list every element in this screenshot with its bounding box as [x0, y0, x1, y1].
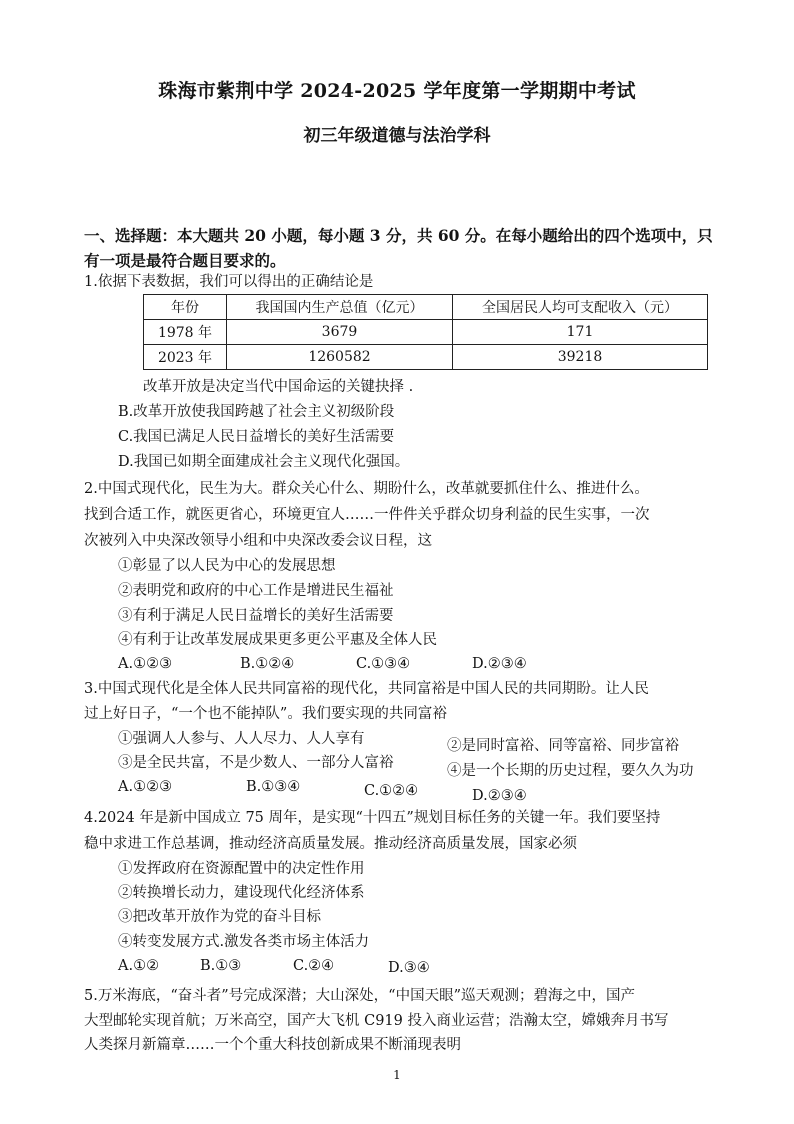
- exam-subtitle: 初三年级道德与法治学科: [303, 126, 491, 146]
- q3-item-4: ④是一个长期的历史过程，要久久为功: [447, 763, 694, 779]
- q3-item-1: ①强调人人参与、人人尽力、人人享有: [118, 731, 365, 747]
- q2-item-1: ①彰显了以人民为中心的发展思想: [118, 558, 336, 574]
- q4-stem-line1: 4.2024 年是新中国成立 75 周年，是实现“十四五”规划目标任务的关键一年。我们要坚持: [84, 810, 661, 826]
- q1-option-b: B.改革开放使我国跨越了社会主义初级阶段: [118, 404, 395, 420]
- q1-option-d: D.我国已如期全面建成社会主义现代化强国。: [118, 454, 410, 470]
- q2-item-2: ②表明党和政府的中心工作是增进民生福祉: [118, 583, 394, 599]
- q4-choice-b: B.①③: [200, 958, 242, 974]
- q3-choice-d: D.②③④: [472, 788, 527, 804]
- q4-item-3: ③把改革开放作为党的奋斗目标: [118, 909, 321, 925]
- q3-item-2: ②是同时富裕、同等富裕、同步富裕: [447, 738, 679, 754]
- table-header-row: [144, 295, 708, 320]
- q3-choice-a: A.①②③: [118, 779, 173, 795]
- q2-choice-c: C.①③④: [356, 656, 411, 672]
- q5-stem-line3: 人类探月新篇章……一个个重大科技创新成果不断涌现表明: [84, 1037, 461, 1053]
- q2-item-4: ④有利于让改革发展成果更多更公平惠及全体人民: [118, 632, 437, 648]
- table-cell: 1978 年: [144, 320, 227, 345]
- q3-stem-line1: 3.中国式现代化是全体人民共同富裕的现代化，共同富裕是中国人民的共同期盼。让人民: [84, 681, 649, 697]
- table-header-gdp: 我国国内生产总值（亿元）: [227, 295, 453, 320]
- table-cell: 2023 年: [144, 345, 227, 370]
- q1-option-c: C.我国已满足人民日益增长的美好生活需要: [118, 429, 395, 445]
- q3-stem-line2: 过上好日子，“一个也不能掉队”。我们要实现的共同富裕: [84, 706, 447, 722]
- table-cell: 3679: [227, 320, 453, 345]
- q3-choice-b: B.①③④: [246, 779, 301, 795]
- table-header-year: 年份: [144, 295, 227, 320]
- q4-choice-d: D.③④: [388, 960, 430, 976]
- q5-stem-line2: 大型邮轮实现首航；万米高空，国产大飞机 C919 投入商业运营；浩瀚太空，嫦娥奔月书写: [84, 1013, 669, 1029]
- q2-stem-line1: 2.中国式现代化，民生为大。群众关心什么、期盼什么，改革就要抓住什么、推进什么。: [84, 481, 649, 497]
- section-heading: 一、选择题：本大题共 20 小题，每小题 3 分，共 60 分。在每小题给出的四个选项中，只有一项是最符合题目要求的。: [84, 226, 713, 270]
- table-row: [144, 320, 708, 345]
- q2-choice-d: D.②③④: [472, 656, 527, 672]
- table-cell: 39218: [453, 345, 708, 370]
- q4-item-4: ④转变发展方式.激发各类市场主体活力: [118, 934, 370, 950]
- q5-stem-line1: 5.万米海底，“奋斗者”号完成深潜；大山深处，“中国天眼”巡天观测；碧海之中，国产: [84, 988, 635, 1004]
- q1-stem: 1.依据下表数据，我们可以得出的正确结论是: [84, 274, 374, 290]
- q2-stem-line2: 找到合适工作，就医更省心，环境更宜人……一件件关乎群众切身利益的民生实事，一次: [84, 507, 650, 523]
- exam-title: 珠海市紫荆中学 2024-2025 学年度第一学期期中考试: [158, 80, 636, 102]
- q2-stem-line3: 次被列入中央深改领导小组和中央深改委会议日程，这: [84, 533, 432, 549]
- q2-item-3: ③有利于满足人民日益增长的美好生活需要: [118, 608, 394, 624]
- page-number: 1: [393, 1068, 401, 1082]
- q1-option-a: 改革开放是决定当代中国命运的关键抉择 .: [143, 379, 414, 395]
- q2-choice-a: A.①②③: [118, 656, 173, 672]
- table-header-income: 全国居民人均可支配收入（元）: [453, 295, 708, 320]
- table-cell: 1260582: [227, 345, 453, 370]
- q4-choice-a: A.①②: [118, 958, 160, 974]
- q4-choice-c: C.②④: [293, 958, 335, 974]
- q4-item-1: ①发挥政府在资源配置中的决定性作用: [118, 861, 365, 877]
- q4-item-2: ②转换增长动力，建设现代化经济体系: [118, 885, 365, 901]
- table-row: [144, 345, 708, 370]
- table-cell: 171: [453, 320, 708, 345]
- q3-item-3: ③是全民共富，不是少数人、一部分人富裕: [118, 755, 394, 771]
- q1-data-table: [143, 294, 708, 370]
- q2-choice-b: B.①②④: [240, 656, 295, 672]
- q3-choice-c: C.①②④: [364, 783, 419, 799]
- q4-stem-line2: 稳中求进工作总基调，推动经济高质量发展。推动经济高质量发展，国家必须: [84, 836, 577, 852]
